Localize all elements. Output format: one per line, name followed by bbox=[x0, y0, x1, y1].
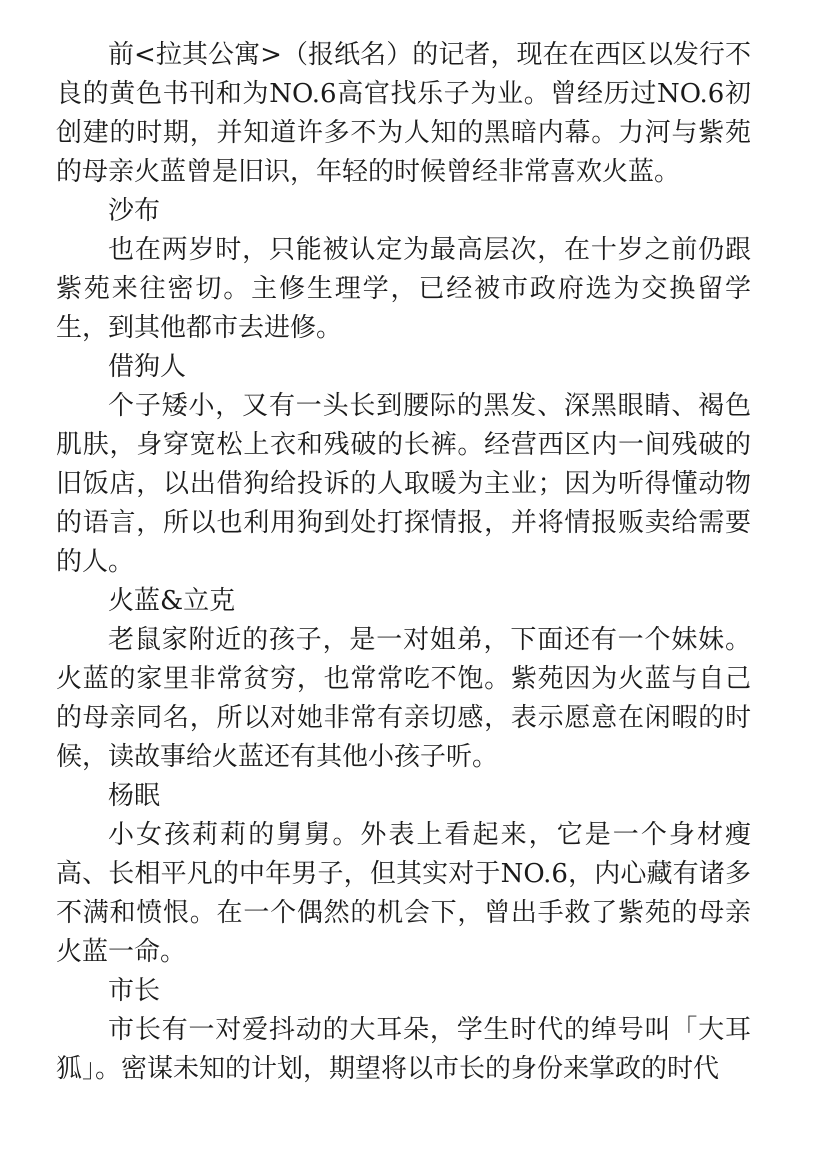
heading-karan-rikku: 火蓝&立克 bbox=[108, 586, 236, 616]
document-page bbox=[56, 36, 751, 1089]
paragraph-mayor: 市长有一对爱抖动的大耳朵，学生时代的绰号叫「大耳狐」。密谋未知的计划，期望将以市长的身份来掌政的时代 bbox=[56, 1015, 751, 1084]
paragraph-karan-rikku: 老鼠家附近的孩子，是一对姐弟，下面还有一个妹妹。火蓝的家里非常贫穷，也常常吃不饱。紫苑因为火蓝与自己的母亲同名，所以对她非常有亲切感，表示愿意在闲暇的时候，读故事给火蓝还有其他小孩子听。 bbox=[56, 625, 751, 772]
paragraph-dog-keeper: 个子矮小，又有一头长到腰际的黑发、深黑眼睛、褐色肌肤，身穿宽松上衣和残破的长裤。经营西区内一间残破的旧饭店，以出借狗给投诉的人取暖为主业；因为听得懂动物的语言，所以也利用狗到处打探情报，并将情报贩卖给需要的人。 bbox=[56, 391, 751, 577]
paragraph-yangmian: 小女孩莉莉的舅舅。外表上看起来，它是一个身材瘦高、长相平凡的中年男子，但其实对于NO.6，内心藏有诸多不满和愤恨。在一个偶然的机会下，曾出手救了紫苑的母亲火蓝一命。 bbox=[56, 820, 751, 967]
heading-dog-keeper: 借狗人 bbox=[108, 352, 187, 382]
heading-shabu: 沙布 bbox=[108, 196, 161, 226]
paragraph-shabu: 也在两岁时，只能被认定为最高层次，在十岁之前仍跟紫苑来往密切。主修生理学，已经被市政府选为交换留学生，到其他都市去进修。 bbox=[56, 235, 751, 343]
heading-mayor: 市长 bbox=[108, 976, 161, 1006]
paragraph-reporter: 前<拉其公寓>（报纸名）的记者，现在在西区以发行不良的黄色书刊和为NO.6高官找乐子为业。曾经历过NO.6初创建的时期，并知道许多不为人知的黑暗内幕。力河与紫苑的母亲火蓝曾是旧识，年轻的时候曾经非常喜欢火蓝。 bbox=[56, 40, 751, 187]
heading-yangmian: 杨眠 bbox=[108, 781, 161, 811]
